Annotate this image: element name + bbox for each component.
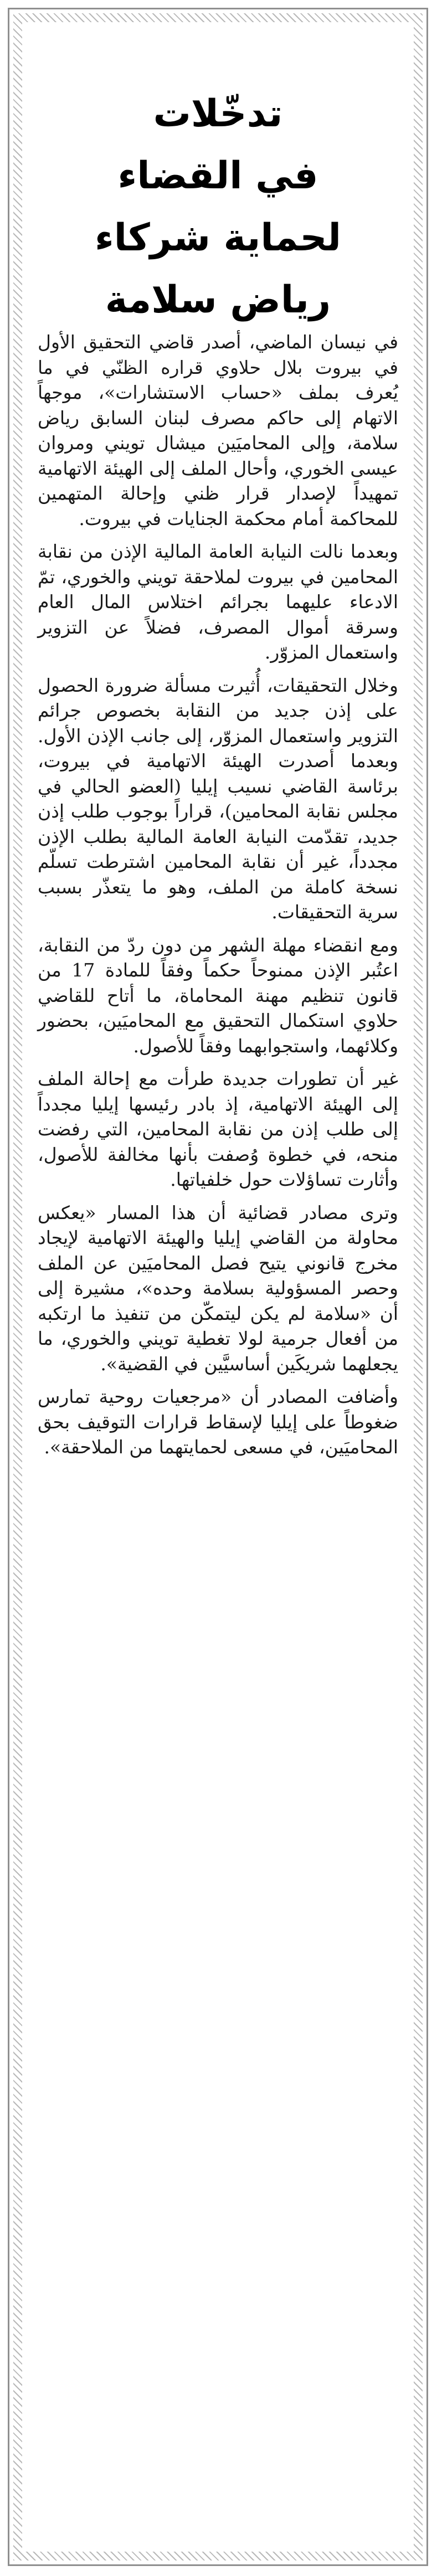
paragraph: وأضافت المصادر أن «مرجعيات روحية تمارس ضغوطاً على إيليا لإسقاط قرارات التوقيف بحق المحاميَين، في مسعى لحمايتهما من الملاحقة». — [38, 1386, 398, 1458]
paragraph: وبعدما نالت النيابة العامة المالية الإذن من نقابة المحامين في بيروت لملاحقة تويني والخوري، تمّ الادعاء عليهما بجرائم اختلاس المال العام وسرقة أموال المصرف، فضلاً عن التزوير واستعمال المزوّر. — [38, 541, 398, 663]
paragraph: غير أن تطورات جديدة طرأت مع إحالة الملف إلى الهيئة الاتهامية، إذ بادر رئيسها إيليا مجدداً إلى طلب إذن من نقابة المحامين، التي رفضت منحه، في خطوة وُصفت بأنها مخالفة للأصول، وأثارت تساؤلات حول خلفياتها. — [38, 1068, 398, 1190]
headline-line: تدخّلات — [153, 92, 283, 136]
paragraph: في نيسان الماضي، أصدر قاضي التحقيق الأول في بيروت بلال حلاوي قراره الظنّي في ما يُعرف بملف «حساب الاستشارات»، موجهاً الاتهام إلى حاكم مصرف لبنان السابق رياض سلامة، وإلى المحاميَين ميشال تويني ومروان عيسى الخوري، وأحال الملف إلى الهيئة الاتهامية تمهيداً لإصدار قرار ظني وإحالة المتهمين للمحاكمة أمام محكمة الجنايات في بيروت. — [38, 331, 398, 529]
paragraph: وخلال التحقيقات، أُثيرت مسألة ضرورة الحصول على إذن جديد من النقابة بخصوص جرائم التزوير واستعمال المزوّر، إلى جانب الإذن الأول. وبعدما أصدرت الهيئة الاتهامية في بيروت، برئاسة القاضي نسيب إيليا (العضو الحالي في مجلس نقابة المحامين)، قراراً بوجوب طلب إذن جديد، تقدّمت النيابة العامة المالية بطلب الإذن مجدداً، غير أن نقابة المحامين اشترطت تسلّم نسخة كاملة من الملف، وهو ما يتعذّر بسبب سرية التحقيقات. — [38, 674, 398, 923]
article-body — [38, 330, 398, 1468]
headline-line: رياض سلامة — [105, 278, 331, 322]
paragraph: ومع انقضاء مهلة الشهر من دون ردّ من النقابة، اعتُبر الإذن ممنوحاً حكماً وفقاً للمادة 17 من قانون تنظيم مهنة المحاماة، ما أتاح للقاضي حلاوي استكمال التحقيق مع المحاميَين، بحضور وكلائهما، واستجوابهما وفقاً للأصول. — [38, 934, 398, 1057]
headline-line: لحماية شركاء — [94, 216, 342, 260]
headline — [44, 83, 392, 331]
headline-line: في القضاء — [117, 154, 318, 198]
article-box — [22, 22, 414, 2552]
paragraph: وترى مصادر قضائية أن هذا المسار «يعكس محاولة من القاضي إيليا والهيئة الاتهامية لإيجاد مخرج قانوني يتيح فصل المحاميَين عن الملف وحصر المسؤولية بسلامة وحده»، مشيرة إلى أن «سلامة لم يكن ليتمكّن من تنفيذ ما ارتكبه من أفعال جرمية لولا تغطية تويني والخوري، ما يجعلهما شريكَين أساسيَّين في القضية». — [38, 1201, 398, 1375]
